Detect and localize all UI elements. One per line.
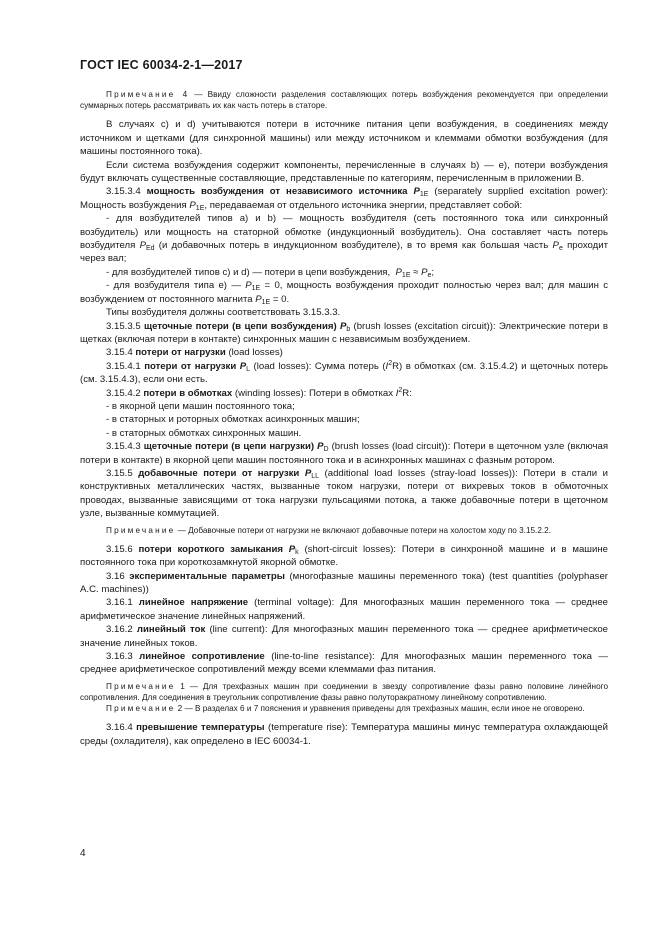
paragraph: Типы возбудителя должны соответствовать 3.15.3.3.: [106, 307, 341, 319]
term: линейный ток: [136, 624, 206, 636]
term: линейное напряжение: [138, 597, 249, 609]
clause-3-16-1: 3.16.1 линейное напряжение (terminal voltage): Для многофазных машин переменного тока — среднее арифметическое значение линейных напряжений.: [80, 597, 608, 622]
clause-3-16-4: 3.16.4 превышение температуры (temperature rise): Температура машины минус температура охлаждающей среды (охладителя), как определено в IEC 60034-1.: [80, 722, 609, 747]
term: потери от нагрузки: [135, 347, 226, 359]
term: мощность возбуждения от независимого источника: [146, 186, 408, 198]
term: превышение температуры: [136, 722, 265, 734]
term: потери короткого замыкания: [138, 543, 283, 555]
list-item: - для возбудителя типа e) — $P_{1E} = 0$, мощность возбуждения проходит полностью через вал; для машин с возбуждением от постоянного магнита $P_{1E} = 0$.: [80, 280, 608, 306]
clause-3-15-3-5: 3.15.3.5 щеточные потери (в цепи возбуждения) $P_b$ (brush losses (excitation circuit)): Электрические потери в щетках (включая потери в контакте) синхронных машин с независимым возбуждением.: [80, 320, 609, 345]
note-1: Примечание 1 — Для трехфазных машин при соединении в звезду сопротивление фазы равно половине линейного сопротивления. Для соединения в треугольник сопротивление фазы равно полуторакратному линейному сопротивлению.: [80, 681, 608, 703]
note-4: Примечание 4 — Ввиду сложности разделения составляющих потерь возбуждения рекомендуется при определении суммарных потерь рассматривать их как часть потерь в статоре.: [80, 90, 608, 111]
clause-3-15-4-2: 3.15.4.2 потери в обмотках (winding losses): Потери в обмотках $I^2R$:: [106, 386, 412, 399]
term: экспериментальные параметры: [129, 570, 285, 582]
clause-3-16: 3.16 экспериментальные параметры (многофазные машины переменного тока) (test quantities (polyphaser A.C. machines)): [80, 570, 608, 596]
clause-3-16-3: 3.16.3 линейное сопротивление (line-to-line resistance): Для многофазных машин переменного тока — среднее арифметическое сопротивлений между всеми клеммами фаз питания.: [80, 651, 608, 676]
clause-3-15-5: 3.15.5 добавочные потери от нагрузки $P_{LL}$ (additional load losses (stray-load losses)): Потери в стали и конструктивных металлических частях, вызванные током нагрузки, потери от вихревых токов в обмоточных проводах, вызванные зависящими от тока нагрузки пульсациями потока, а также добавочные потери в щеточном узле, вызванные коммутацией.: [80, 467, 608, 520]
clause-3-15-6: 3.15.6 потери короткого замыкания $P_k$ (short-circuit losses): Потери в синхронной машине и в машине постоянного тока при короткозамкнутой якорной обмотке.: [80, 543, 608, 569]
clause-3-16-2: 3.16.2 линейный ток (line current): Для многофазных машин переменного тока — среднее арифметическое значение линейных токов.: [80, 624, 609, 649]
note-label: Примечание: [106, 525, 176, 535]
document-body: [80, 89, 608, 748]
clause-3-15-3-4: 3.15.3.4 мощность возбуждения от независимого источника $P_{1E}$ (separately supplied excitation power): Мощность возбуждения $P_{1E}$, передаваемая от отдельного источника энергии, представляет собой:: [80, 186, 609, 212]
list-item: - в статорных и роторных обмотках асинхронных машин;: [106, 414, 360, 426]
list-item: - в якорной цепи машин постоянного тока;: [106, 400, 295, 412]
page-number: 4: [80, 848, 86, 859]
document-header: ГОСТ IEC 60034-2-1—2017: [80, 58, 243, 72]
paragraph: Если система возбуждения содержит компоненты, перечисленные в случаях b) — e), потери возбуждения будут включать существенные составляющие, представленные по категориям, перечисленным в приложении B.: [80, 159, 608, 185]
term: щеточные потери (в цепи возбуждения): [143, 320, 337, 332]
term: добавочные потери от нагрузки: [138, 467, 300, 479]
note-2: Примечание 2 — В разделах 6 и 7 пояснения и уравнения приведены для трехфазных машин, если иное не оговорено.: [106, 704, 585, 714]
clause-3-15-4-1: 3.15.4.1 потери от нагрузки $P_L$ (load losses): Сумма потерь $(I^2R)$ в обмотках (см. 3.15.4.2) и щеточных потерь (см. 3.15.4.3), если они есть.: [80, 359, 608, 386]
list-item: - для возбудителей типов a) и b) — мощность возбудителя (сеть постоянного тока или синхронный возбудитель) или мощность на статорной обмотке (индукционный возбудитель). Она составляет часть потерь возбудителя $P_{Ed}$ (и добавочных потерь в индукционном возбудителе), в то время как большая часть $P_e$ проходит через вал;: [80, 213, 609, 265]
note-label: Примечание: [106, 681, 176, 691]
term: щеточные потери (в цепи нагрузки): [143, 441, 315, 453]
list-item: - в статорных обмотках синхронных машин.: [106, 427, 302, 439]
list-item: - для возбудителей типов c) и d) — потери в цепи возбуждения, $P_{1E} \approx P_e$;: [106, 266, 435, 279]
paragraph: В случаях c) и d) учитываются потери в источнике питания цепи возбуждения, в соединениях между источником и щетками (для синхронной машины) или между источником и клеммами обмотки возбуждения (для машины постоянного тока).: [80, 119, 608, 158]
term: линейное сопротивление: [139, 651, 265, 663]
clause-3-15-4-3: 3.15.4.3 щеточные потери (в цепи нагрузки) $P_D$ (brush losses (load circuit)): Потери в щеточном узле (включая потери в контакте) в якорной цепи машин постоянного тока и в асинхронных машинах с фазным ротором.: [80, 441, 609, 466]
note-stray-load: Примечание — Добавочные потери от нагрузки не включают добавочные потери на холостом ходу по 3.15.2.2.: [106, 525, 551, 535]
note-label: Примечание: [106, 704, 176, 714]
term: потери в обмотках: [143, 387, 233, 399]
term: потери от нагрузки: [144, 360, 237, 372]
clause-3-15-4: 3.15.4 потери от нагрузки (load losses): [106, 347, 283, 359]
note-label: Примечание 4: [106, 90, 190, 99]
